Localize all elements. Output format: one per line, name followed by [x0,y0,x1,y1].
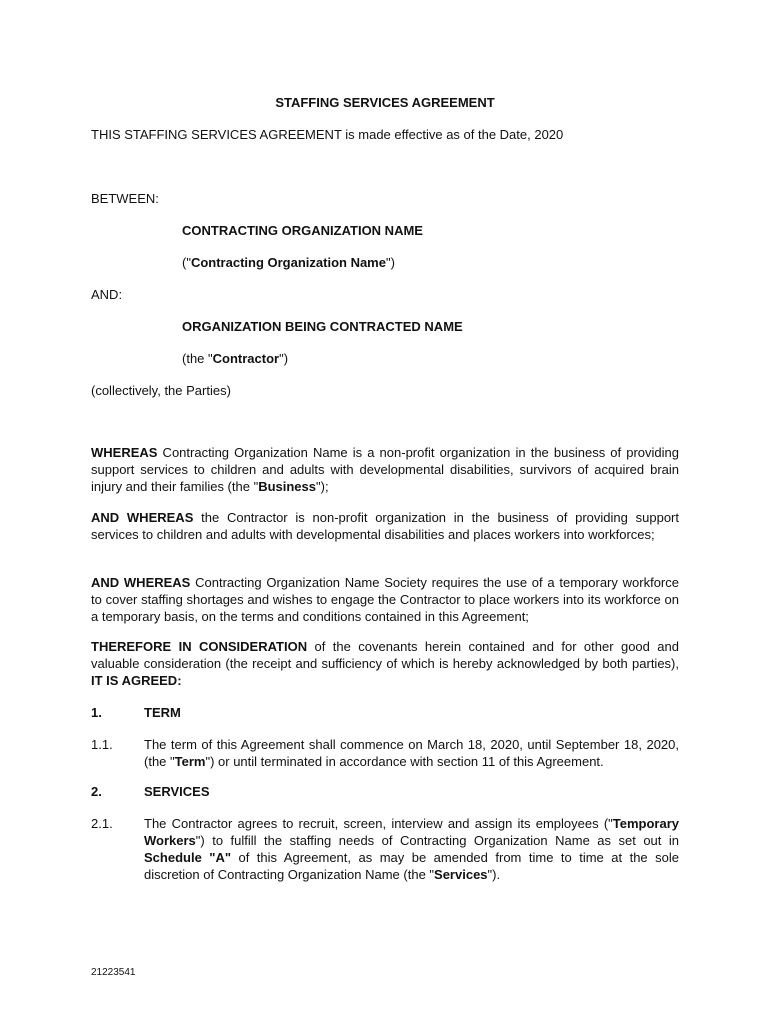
clause-text-part: of this Agreement, as may be amended from time to time at the sole discretion of Contracting Organization Name (the " [144,850,679,882]
recital-lead: THEREFORE IN CONSIDERATION [91,639,308,654]
recital-paragraph [91,509,679,543]
recital-term: Business [258,479,316,494]
clause-number: 2.1. [91,816,113,831]
clause-text [144,736,679,770]
party1-alias-open: (" [182,255,191,270]
clause-text-part: ") or until terminated in accordance with section 11 of this Agreement. [205,754,604,769]
recital-lead: WHEREAS [91,445,158,460]
party2-alias [182,350,288,367]
party2-alias-close: ") [279,351,289,366]
clause-term: Temporary Workers [144,816,679,848]
party2-alias-term: Contractor [212,351,280,366]
recital-text: the Contractor is non-profit organization in the business of providing support services to children and adults with developmental disabilities and places workers into workforces; [91,510,679,542]
recital-text: of the covenants herein contained and for other good and valuable consideration (the receipt and sufficiency of which is hereby acknowledged by both parties), [91,639,679,671]
intro-paragraph: THIS STAFFING SERVICES AGREEMENT is made effective as of the Date, 2020 [91,127,564,142]
section-number: 1. [91,705,102,720]
footer-document-id: 21223541 [91,967,136,978]
party2-alias-open: (the " [182,351,213,366]
section-heading: SERVICES [144,784,210,799]
and-label: AND: [91,287,123,302]
recital-end: "); [316,479,329,494]
recital-lead: AND WHEREAS [91,510,194,525]
recital-lead: AND WHEREAS [91,575,191,590]
clause-text-part: The Contractor agrees to recruit, screen, interview and assign its employees (" [144,816,613,831]
party1-alias [182,254,395,271]
recital-paragraph [91,574,679,625]
section-heading: TERM [144,705,181,720]
party1-alias-term: Contracting Organization Name [190,255,386,270]
party2-name: ORGANIZATION BEING CONTRACTED NAME [182,319,463,334]
party1-alias-close: ") [385,255,395,270]
party1-name: CONTRACTING ORGANIZATION NAME [182,223,423,238]
clause-text-part: The term of this Agreement shall commence on March 18, 2020, until September 18, 2020, (the " [144,737,679,769]
clause-term: Term [174,754,206,769]
collectively-text: (collectively, the Parties) [91,383,231,398]
between-label: BETWEEN: [91,191,159,206]
clause-text-part: ") to fulfill the staffing needs of Contracting Organization Name as set out in [195,833,679,848]
recital-text: Contracting Organization Name is a non-profit organization in the business of providing support services to children and adults with developmental disabilities, survivors of acquired brain injury and their families (the " [91,445,679,494]
clause-number: 1.1. [91,737,113,752]
clause-text-part: "). [487,867,501,882]
section-number: 2. [91,784,102,799]
clause-term: Schedule "A" [144,850,231,865]
clause-text [144,815,679,883]
recital-paragraph [91,638,679,689]
clause-term: Services [434,867,488,882]
page-title: STAFFING SERVICES AGREEMENT [275,95,495,110]
recital-text: Contracting Organization Name Society requires the use of a temporary workforce to cover staffing shortages and wishes to engage the Contractor to place workers into its workforce on a temporary basis, on the terms and conditions contained in this Agreement; [91,575,679,624]
recital-paragraph [91,444,679,495]
recital-term: IT IS AGREED: [91,673,182,688]
